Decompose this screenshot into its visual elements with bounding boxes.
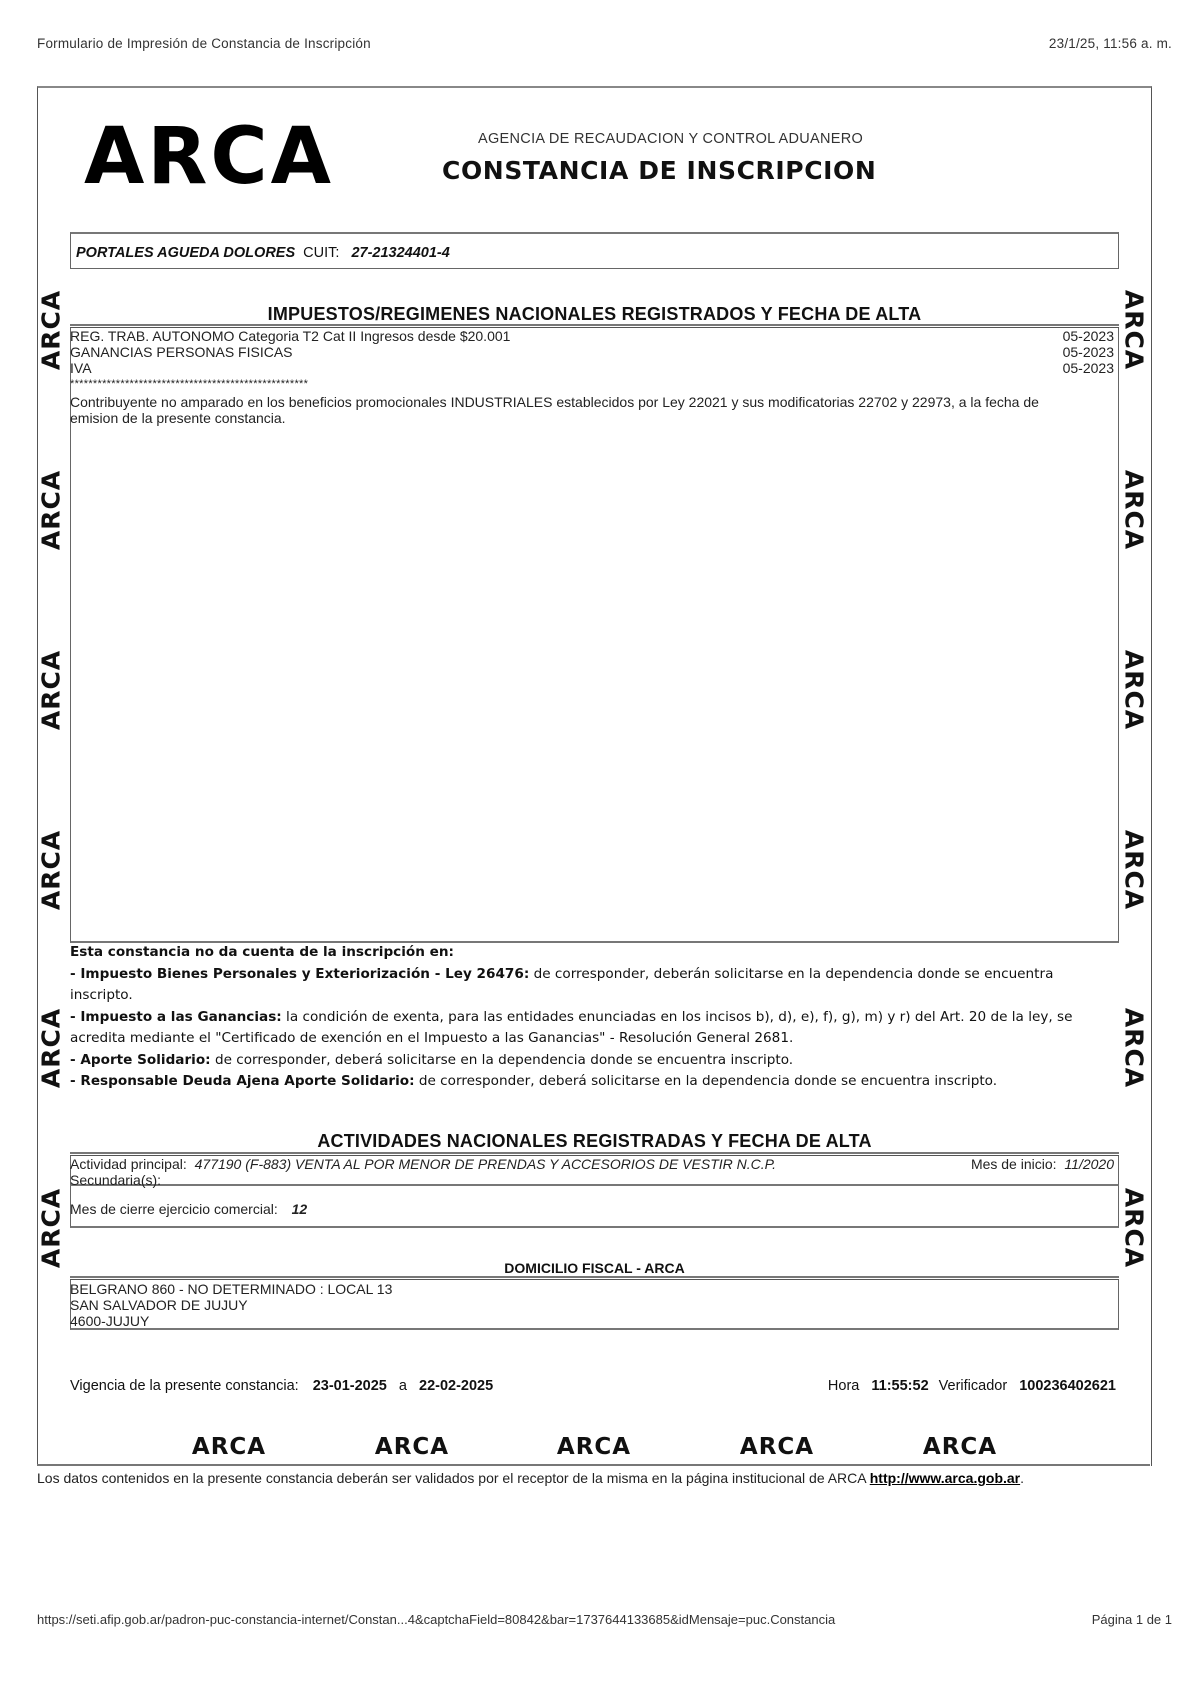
notes-heading: Esta constancia no da cuenta de la inscripción en: xyxy=(70,944,454,960)
impuesto-date-3: 05-2023 xyxy=(1062,360,1114,376)
watermark-right-2: ARCA xyxy=(1119,469,1149,551)
impuestos-title: IMPUESTOS/REGIMENES NACIONALES REGISTRADOS Y FECHA DE ALTA xyxy=(267,304,922,324)
domicilio-title: DOMICILIO FISCAL - ARCA xyxy=(504,1260,685,1276)
watermark-left-1: ARCA xyxy=(36,289,66,371)
actividad-principal-value: 477190 (F-883) VENTA AL POR MENOR DE PRENDAS Y ACCESORIOS DE VESTIR N.C.P. xyxy=(194,1156,777,1172)
note-item-1-title: - Impuesto Bienes Personales y Exteriorización - Ley 26476: xyxy=(70,965,530,982)
note-item-3-title: - Aporte Solidario: xyxy=(70,1051,211,1068)
arca-logo: ARCA xyxy=(84,112,335,202)
note-item-1-text: de corresponder, deberán solicitarse en la dependencia donde se encuentra inscripto. xyxy=(70,965,1054,1003)
mes-inicio xyxy=(971,1156,1114,1172)
domicilio-line-2: SAN SALVADOR DE JUJUY xyxy=(70,1297,248,1313)
watermark-left-2: ARCA xyxy=(36,469,66,551)
industriales-note: Contribuyente no amparado en los beneficios promocionales INDUSTRIALES establecidos por Ley 22021 y sus modificatorias 22702 y 22973, a la fecha de emision de la presente constancia. xyxy=(70,394,1039,426)
disclaimer-text: Los datos contenidos en la presente constancia deberán ser validados por el receptor de la misma en la página institucional de ARCA xyxy=(37,1470,870,1486)
watermark-left-6: ARCA xyxy=(36,1187,66,1269)
actividades-title: ACTIVIDADES NACIONALES REGISTRADAS Y FECHA DE ALTA xyxy=(317,1131,872,1151)
note-item-4-title: - Responsable Deuda Ajena Aporte Solidario: xyxy=(70,1073,415,1089)
exclusions-notes xyxy=(70,942,1110,1093)
note-item-2-title: - Impuesto a las Ganancias: xyxy=(70,1008,282,1025)
agency-name: AGENCIA DE RECAUDACION Y CONTROL ADUANERO xyxy=(478,131,864,147)
note-item-1 xyxy=(70,964,1110,1007)
watermark-bottom-3: ARCA xyxy=(556,1434,632,1460)
arca-website-link[interactable]: http://www.arca.gob.ar xyxy=(869,1470,1021,1486)
print-footer-url: https://seti.afip.gob.ar/padron-puc-constancia-internet/Constan...4&captchaField=80842&bar=1737644133685&idMensaje=puc.Constancia xyxy=(37,1612,836,1627)
watermark-right-3: ARCA xyxy=(1119,649,1149,731)
watermark-left-3: ARCA xyxy=(36,649,66,731)
taxpayer-box xyxy=(70,232,1119,269)
vigencia xyxy=(70,1378,493,1394)
watermark-bottom-1: ARCA xyxy=(191,1434,267,1460)
separator-stars: **************************************************** xyxy=(70,378,309,390)
hora-verificador xyxy=(828,1378,1116,1394)
watermark-bottom-2: ARCA xyxy=(374,1434,450,1460)
domicilio-line-1: BELGRANO 860 - NO DETERMINADO : LOCAL 13 xyxy=(70,1281,393,1297)
vigencia-from: 23-01-2025 xyxy=(312,1378,387,1394)
document-title: CONSTANCIA DE INSCRIPCION xyxy=(442,156,877,185)
hora-value: 11:55:52 xyxy=(871,1378,929,1394)
vigencia-to: 22-02-2025 xyxy=(419,1378,494,1394)
watermark-left-5: ARCA xyxy=(36,1007,66,1089)
impuesto-date-1: 05-2023 xyxy=(1062,328,1114,344)
mes-cierre-label: Mes de cierre ejercicio comercial: xyxy=(70,1201,278,1217)
note-item-4 xyxy=(70,1071,1110,1093)
mes-inicio-label: Mes de inicio: xyxy=(970,1156,1057,1172)
print-header-datetime: 23/1/25, 11:56 a. m. xyxy=(1048,36,1172,51)
actividad-principal xyxy=(70,1156,776,1172)
cuit-value: 27-21324401-4 xyxy=(351,245,450,261)
cuit-label: CUIT: xyxy=(303,245,340,261)
certificate-frame-bottom xyxy=(37,1464,1150,1466)
actividad-principal-label: Actividad principal: xyxy=(70,1156,187,1172)
verificador-value: 100236402621 xyxy=(1019,1378,1116,1394)
impuesto-name-2: GANANCIAS PERSONAS FISICAS xyxy=(70,344,293,360)
vigencia-label: Vigencia de la presente constancia: xyxy=(70,1378,299,1394)
mes-inicio-value: 11/2020 xyxy=(1064,1156,1114,1172)
impuesto-name-1: REG. TRAB. AUTONOMO Categoria T2 Cat II Ingresos desde $20.001 xyxy=(70,328,511,344)
domicilio-line-3: 4600-JUJUY xyxy=(70,1313,150,1329)
note-item-2 xyxy=(70,1007,1110,1050)
mes-cierre xyxy=(70,1201,307,1217)
watermark-bottom-5: ARCA xyxy=(922,1434,998,1460)
secundarias-label: Secundaria(s): xyxy=(70,1172,162,1188)
watermark-right-1: ARCA xyxy=(1119,289,1149,371)
taxpayer-name: PORTALES AGUEDA DOLORES xyxy=(76,245,296,261)
taxpayer-line xyxy=(76,245,450,261)
note-item-2-text: la condición de exenta, para las entidades enunciadas en los incisos b), d), e), f), g), m) y r) del Art. 20 de la ley, se acredita mediante el "Certificado de exención en el Impuesto a las Ganancias" - Resolución General 2681. xyxy=(70,1008,1073,1046)
validation-disclaimer xyxy=(37,1470,1024,1486)
watermark-bottom-4: ARCA xyxy=(739,1434,815,1460)
print-footer-page: Página 1 de 1 xyxy=(1091,1612,1172,1627)
print-header-title: Formulario de Impresión de Constancia de Inscripción xyxy=(37,36,371,51)
watermark-right-6: ARCA xyxy=(1119,1187,1149,1269)
note-item-4-text: de corresponder, deberá solicitarse en la dependencia donde se encuentra inscripto. xyxy=(414,1073,998,1089)
note-item-3-text: de corresponder, deberá solicitarse en la dependencia donde se encuentra inscripto. xyxy=(210,1051,794,1068)
impuesto-name-3: IVA xyxy=(70,360,92,376)
vigencia-sep: a xyxy=(398,1378,407,1394)
note-item-3 xyxy=(70,1050,1110,1072)
watermark-left-4: ARCA xyxy=(36,829,66,911)
disclaimer-end: . xyxy=(1020,1470,1025,1486)
hora-label: Hora xyxy=(827,1378,860,1394)
watermark-right-5: ARCA xyxy=(1119,1007,1149,1089)
mes-cierre-value: 12 xyxy=(291,1201,308,1217)
watermark-right-4: ARCA xyxy=(1119,829,1149,911)
impuesto-date-2: 05-2023 xyxy=(1062,344,1114,360)
verificador-label: Verificador xyxy=(938,1378,1008,1394)
